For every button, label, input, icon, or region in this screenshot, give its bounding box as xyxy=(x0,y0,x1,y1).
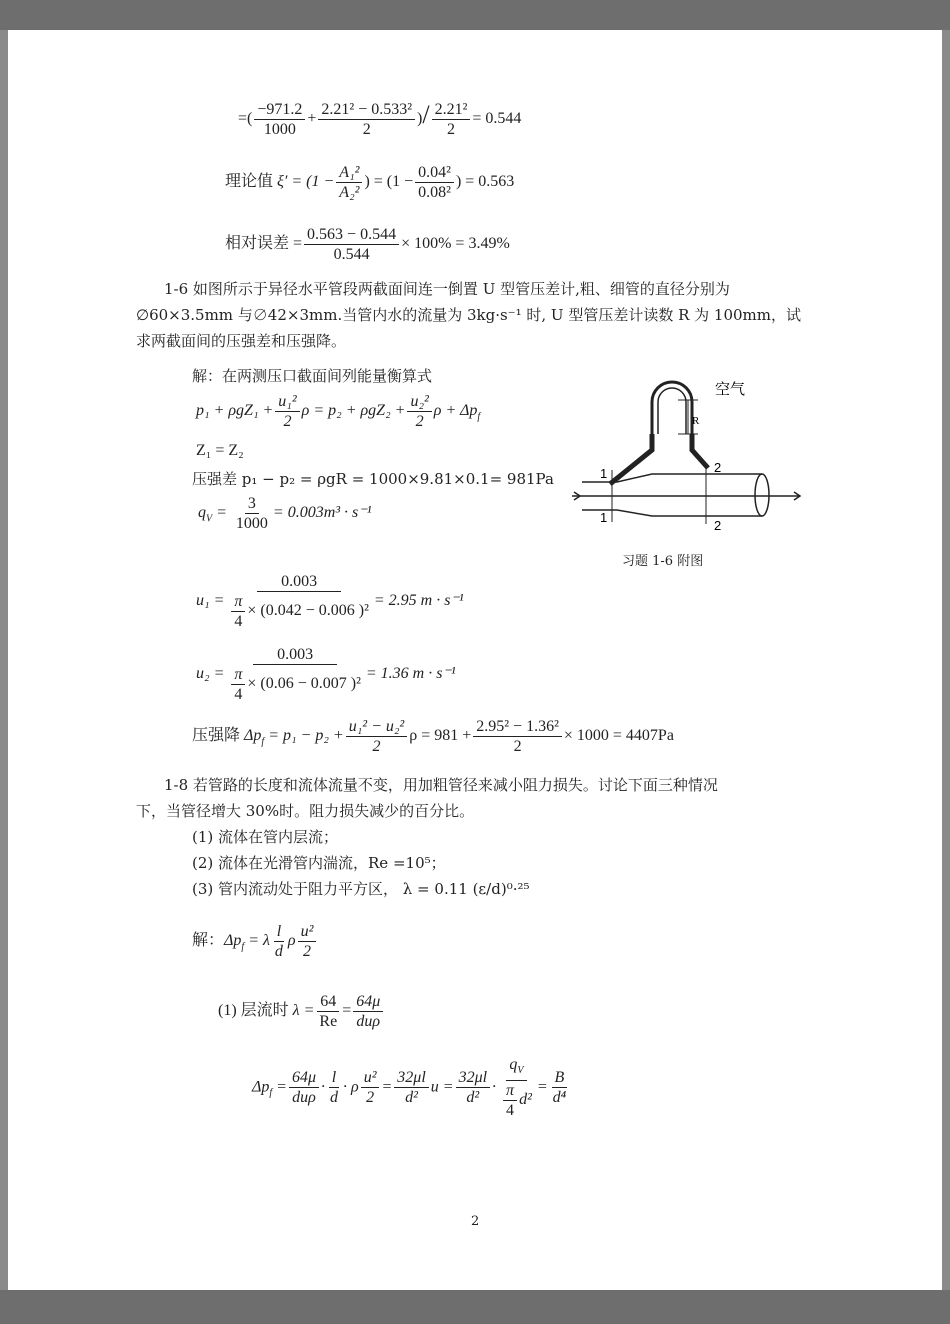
equation-relative-error: 相对误差 = $\frac{0.563 - 0.544}{0.544}$ × 100% = 3.49% xyxy=(225,226,510,263)
case-1: (1) 流体在管内层流； xyxy=(192,828,339,846)
page-number: 2 xyxy=(471,1214,480,1229)
volume-flow: $q_V$ = $\frac{3}{1000}$ = 0.003m³ · s⁻¹ xyxy=(198,495,372,532)
solution-intro: 解：在两测压口截面间列能量衡算式 xyxy=(192,367,433,385)
pressure-difference: 压强差 p₁ − p₂ = ρgR = 1000×9.81×0.1= 981Pa xyxy=(192,470,554,488)
section-1-bottom: 1 xyxy=(600,510,608,525)
height-equality: Z₁ = Z₂ xyxy=(196,442,244,459)
section-2-top: 2 xyxy=(714,460,722,475)
bernoulli-equation: p₁ + ρgZ₁ + $\frac{\text{u₁²}}{2}$ ρ = p₂ + ρgZ₂ + $\frac{\text{u₂²}}{2}$ $\rho + \Delta p_f$ xyxy=(196,393,481,430)
figure-caption: 习题 1-6 附图 xyxy=(622,554,704,569)
pressure-drop-equation: 压强降 $\Delta p_f = p_1 - p_2$ + $\frac{\text{u₁² − u₂²}}{2}$ ρ = 981 + $\frac{\text{2.95² − 1.36²}}{2}$ × 1000 = 4407Pa xyxy=(192,718,674,755)
problem-1-6-text: 1-6 如图所示于异径水平管段两截面间连一倒置 U 型管压差计,粗、细管的直径分别为 ∅60×3.5mm 与∅42×3mm.当管内水的流量为 3kg·s⁻¹ 时, U 型管压差计读数 R 为 100mm，试 求两截面间的压强差和压强降。 xyxy=(136,280,801,350)
case-3: (3) 管内流动处于阻力平方区， λ = 0.11 (ε/d)⁰·²⁵ xyxy=(192,880,530,898)
laminar-friction: (1) 层流时 λ = $\frac{64}{Re}$ = $\frac{64\mu}{\text{duρ}}$ xyxy=(218,992,385,1031)
section-2-bottom: 2 xyxy=(714,518,722,533)
velocity-u1: u₁ = 0.003 $\frac{\pi}{4}$ × (0.042 − 0.006 )² = 2.95 m · s⁻¹ xyxy=(196,573,464,630)
section-1-top: 1 xyxy=(600,466,608,481)
left-edge xyxy=(0,30,8,1290)
problem-1-8-text: 1-8 若管路的长度和流体流量不变，用加粗管径来减小阻力损失。讨论下面三种情况 下，当管径增大 30%时。阻力损失减少的百分比。 (1) 流体在管内层流； (2) 流体在光滑管内湍流，Re =10⁵； (3) 管内流动处于阻力平方区， λ = 0.11 (ε/d)⁰·²⁵ xyxy=(136,772,808,902)
equation-theoretical: 理论值 ξ′ = (1 − $\frac{\text{A₁²}}{\text{A₂²}}$ ) = (1 − $\frac{\text{0.04²}}{\text{0.08²}}$ ) = 0.563 xyxy=(225,164,515,201)
equation-loss-coefficient: =( $\frac{-971.2}{1000}$ + $\frac{\text{2.21² − 0.533²}}{2}$ )/ $\frac{\text{2.21²}}{2}$ = 0.544 xyxy=(238,100,522,138)
velocity-u2: u₂ = 0.003 $\frac{\pi}{4}$ × (0.06 − 0.007 )² = 1.36 m · s⁻¹ xyxy=(196,646,456,703)
r-label: R xyxy=(692,415,700,427)
laminar-pressure-drop: $\Delta p_f$ = $\frac{64\mu}{\text{duρ}}$ · $\frac{l}{d}$ · ρ $\frac{\text{u²}}{2}$ = $\frac{32\mu l}{\text{d²}}$ u = $\frac{32\mu l}{\text{d²}}$ · $q_V$ $\frac{\pi}{4}$ d² = $\frac{B}{\text{d⁴}}$ xyxy=(252,1056,567,1120)
air-label: 空气 xyxy=(715,380,746,398)
right-edge xyxy=(942,30,950,1290)
case-2: (2) 流体在光滑管内湍流，Re =10⁵； xyxy=(192,854,446,872)
darcy-equation: 解：$\Delta p_f = \lambda$ $\frac{l}{d}$ ρ $\frac{\text{u²}}{2}$ xyxy=(192,922,318,961)
u-tube-figure xyxy=(572,372,802,538)
